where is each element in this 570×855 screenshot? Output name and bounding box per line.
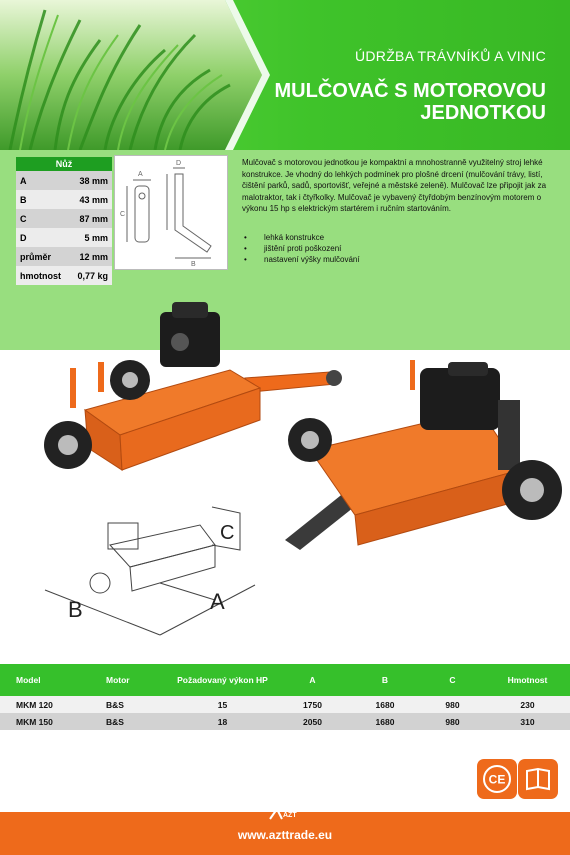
svg-text:B: B bbox=[191, 261, 196, 268]
models-table bbox=[0, 664, 570, 730]
blade-diagram bbox=[114, 155, 228, 270]
table-row: průměr 12 mm bbox=[16, 247, 112, 266]
product-description: Mulčovač s motorovou jednotkou je kompaktní a mnohostranně využitelný stroj lehké konstrukce. Je vhodný do lehkých podmínek pro plošné drcení (mulčování trávy, listí, čištění parků, sadů, sportovišť, veřejné a městské zeleně). Mulčovač lze připojit jak za malotraktor, tak i čtyřkolky. Mulčovač je vybavený čtyřdobým benzínovým motorem o výkonu 15 hp s elektrickým startérem i ručním startováním. bbox=[242, 158, 547, 213]
svg-text:C: C bbox=[120, 211, 126, 218]
ce-mark-icon bbox=[477, 759, 517, 799]
header-banner bbox=[0, 0, 570, 150]
manual-book-icon bbox=[518, 759, 558, 799]
table-row: B 43 mm bbox=[16, 190, 112, 209]
svg-text:C: C bbox=[220, 522, 235, 544]
blade-spec-table bbox=[16, 157, 112, 285]
grass-photo bbox=[0, 0, 270, 150]
svg-text:B: B bbox=[68, 597, 83, 622]
website-link[interactable]: www.azttrade.eu bbox=[237, 828, 333, 842]
table-row: hmotnost 0,77 kg bbox=[16, 266, 112, 285]
page-title: MULČOVAČ S MOTOROVOU JEDNOTKOU bbox=[274, 80, 546, 124]
table-row: MKM 150 B&S 18 2050 1680 980 310 bbox=[0, 713, 570, 730]
table-row: MKM 120 B&S 15 1750 1680 980 230 bbox=[0, 696, 570, 713]
table-header-row: Model Motor Požadovaný výkon HP A B C Hmotnost bbox=[16, 675, 548, 685]
svg-text:A: A bbox=[210, 589, 225, 614]
azt-logo bbox=[268, 806, 298, 822]
feature-list bbox=[242, 232, 552, 265]
category-subtitle: ÚDRŽBA TRÁVNÍKŮ A VINIC bbox=[354, 48, 546, 64]
list-item: • nastavení výšky mulčování bbox=[242, 254, 552, 265]
table-row: C 87 mm bbox=[16, 209, 112, 228]
mulcher-photo-right bbox=[270, 360, 570, 560]
blade-spec-heading: Nůž bbox=[16, 157, 112, 171]
dimension-drawing bbox=[40, 505, 270, 645]
svg-text:D: D bbox=[176, 160, 182, 167]
list-item: • lehká konstrukce bbox=[242, 232, 552, 243]
svg-text:CE: CE bbox=[488, 772, 506, 787]
table-row: A 38 mm bbox=[16, 171, 112, 190]
list-item: • jištění proti poškození bbox=[242, 243, 552, 254]
blade-drawing bbox=[115, 156, 227, 269]
svg-text:A: A bbox=[138, 171, 143, 178]
svg-text:AZT: AZT bbox=[283, 812, 297, 819]
table-row: D 5 mm bbox=[16, 228, 112, 247]
